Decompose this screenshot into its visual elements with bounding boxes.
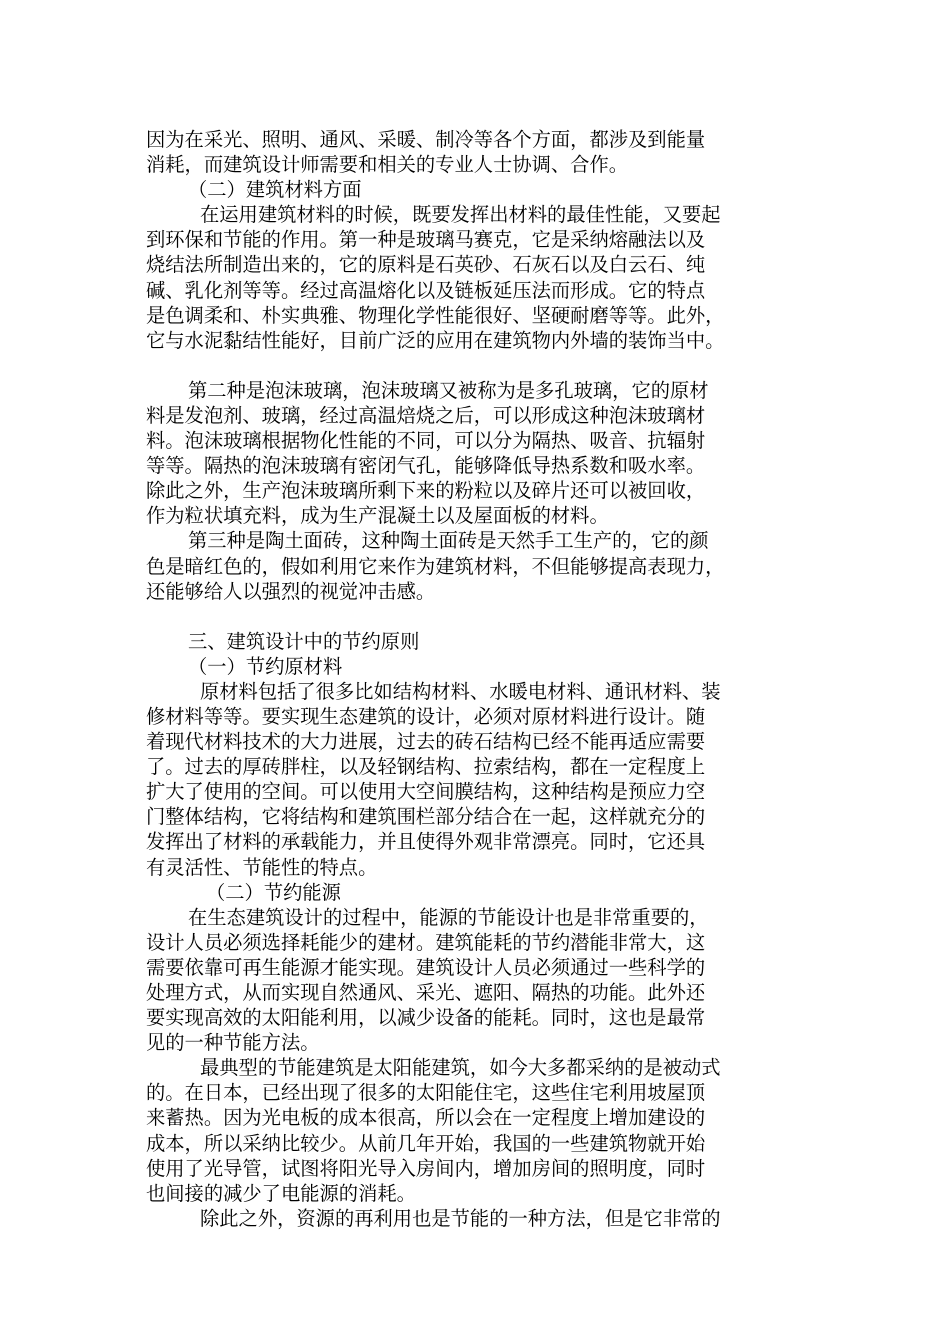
text-line: 也间接的减少了电能源的消耗。	[146, 1181, 416, 1205]
text-line: 着现代材料技术的大力进展，过去的砖石结构已经不能再适应需要	[146, 730, 706, 754]
section-heading	[146, 177, 808, 202]
paragraph	[146, 202, 808, 353]
document-body	[146, 127, 808, 1231]
text-line: 在运用建筑材料的时候，既要发挥出材料的最佳性能，又要起	[200, 203, 721, 227]
paragraph	[146, 905, 808, 1056]
text-line: 料。泡沫玻璃根据物化性能的不同，可以分为隔热、吸音、抗辐射	[146, 429, 706, 453]
section-heading	[146, 629, 808, 654]
text-line: （二）节约能源	[206, 880, 341, 904]
text-line: 发挥出了材料的承载能力，并且使得外观非常漂亮。同时，它还具	[146, 830, 706, 854]
text-line: 消耗，而建筑设计师需要和相关的专业人士协调、合作。	[146, 153, 629, 177]
text-line: 第三种是陶土面砖，这种陶土面砖是天然手工生产的，它的颜	[188, 529, 709, 553]
text-line: 色是暗红色的，假如利用它来作为建筑材料，不但能够提高表现力，	[146, 554, 725, 578]
paragraph	[146, 1055, 808, 1206]
paragraph	[146, 1206, 808, 1231]
paragraph	[146, 679, 808, 880]
text-line: 在生态建筑设计的过程中，能源的节能设计也是非常重要的，	[188, 905, 709, 929]
text-line: 需要依靠可再生能源才能实现。建筑设计人员必须通过一些科学的	[146, 955, 706, 979]
text-line: 处理方式，从而实现自然通风、采光、遮阳、隔热的功能。此外还	[146, 981, 706, 1004]
text-line: 见的一种节能方法。	[146, 1031, 320, 1055]
text-line: 修材料等等。要实现生态建筑的设计，必须对原材料进行设计。随	[146, 704, 706, 728]
text-line: 除此之外，资源的再利用也是节能的一种方法，但是它非常的	[200, 1206, 721, 1230]
text-line: 因为在采光、照明、通风、采暖、制冷等各个方面，都涉及到能量	[146, 128, 706, 151]
text-line: 碱、乳化剂等等。经过高温熔化以及链板延压法而形成。它的特点	[146, 278, 706, 302]
text-line: 除此之外，生产泡沫玻璃所剩下来的粉粒以及碎片还可以被回收，	[146, 479, 706, 503]
text-line: 原材料包括了很多比如结构材料、水暖电材料、通讯材料、装	[200, 679, 721, 703]
text-line: 设计人员必须选择耗能少的建材。建筑能耗的节约潜能非常大，这	[146, 930, 706, 954]
text-line: 到环保和节能的作用。第一种是玻璃马赛克，它是采纳熔融法以及	[146, 228, 706, 252]
text-line: 还能够给人以强烈的视觉冲击感。	[146, 579, 436, 603]
text-line: 使用了光导管，试图将阳光导入房间内，增加房间的照明度，同时	[146, 1156, 706, 1180]
text-line: 烧结法所制造出来的，它的原料是石英砂、石灰石以及白云石、纯	[146, 253, 706, 277]
text-line: 门整体结构，它将结构和建筑围栏部分结合在一起，这样就充分的	[146, 805, 706, 829]
paragraph	[146, 127, 808, 177]
text-line: 第二种是泡沫玻璃，泡沫玻璃又被称为是多孔玻璃，它的原材	[188, 378, 709, 402]
paragraph	[146, 378, 808, 529]
subsection-heading	[146, 654, 808, 679]
text-line: 要实现高效的太阳能利用，以减少设备的能耗。同时，这也是最常	[146, 1006, 706, 1030]
text-line: 等等。隔热的泡沫玻璃有密闭气孔，能够降低导热系数和吸水率。	[146, 454, 706, 478]
text-line: 作为粒状填充料，成为生产混凝土以及屋面板的材料。	[146, 504, 609, 528]
paragraph	[146, 528, 808, 603]
text-line: 的。在日本，已经出现了很多的太阳能住宅，这些住宅利用坡屋顶	[146, 1081, 706, 1105]
text-line: 最典型的节能建筑是太阳能建筑，如今大多都采纳的是被动式	[200, 1056, 721, 1080]
subsection-heading	[146, 880, 808, 905]
text-line: 料是发泡剂、玻璃，经过高温焙烧之后，可以形成这种泡沫玻璃材	[146, 403, 706, 427]
text-line: 有灵活性、节能性的特点。	[146, 855, 378, 879]
blank-line	[146, 353, 808, 378]
blank-line	[146, 604, 808, 629]
text-line: （二）建筑材料方面	[188, 178, 362, 202]
text-line: 它与水泥黏结性能好，目前广泛的应用在建筑物内外墙的装饰当中。	[146, 328, 725, 352]
text-line: 来蓄热。因为光电板的成本很高，所以会在一定程度上增加建设的	[146, 1106, 706, 1130]
text-line: 三、建筑设计中的节约原则	[188, 629, 420, 653]
text-line: 成本，所以采纳比较少。从前几年开始，我国的一些建筑物就开始	[146, 1131, 706, 1155]
text-line: 扩大了使用的空间。可以使用大空间膜结构，这种结构是预应力空	[146, 780, 706, 804]
text-line: 是色调柔和、朴实典雅、物理化学性能很好、坚硬耐磨等等。此外，	[146, 303, 725, 327]
text-line: 了。过去的厚砖胖柱，以及轻钢结构、拉索结构，都在一定程度上	[146, 755, 706, 779]
text-line: （一）节约原材料	[188, 654, 343, 678]
